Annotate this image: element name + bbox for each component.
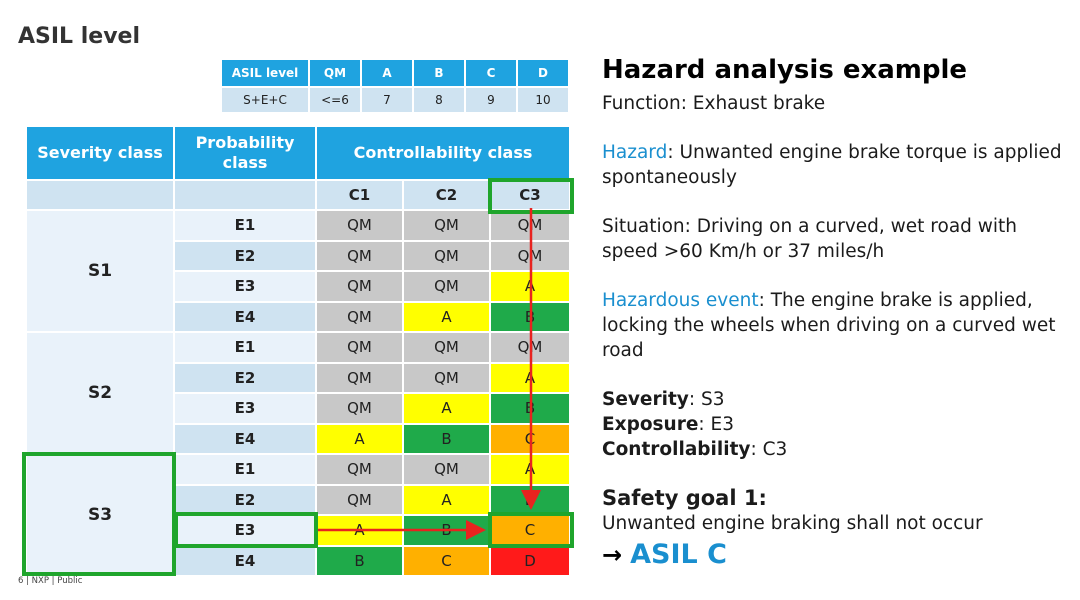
asil-header-cell: ASIL level — [222, 60, 310, 86]
asil-cell: A — [491, 270, 571, 301]
hazard-analysis-panel — [602, 55, 1072, 570]
asil-header-cell: A — [362, 60, 414, 86]
asil-cell: QM — [317, 392, 404, 423]
slide-title: ASIL level — [18, 24, 140, 49]
asil-cell: B — [491, 484, 571, 515]
asil-cell: QM — [317, 240, 404, 271]
hazardous-event-text — [602, 288, 1072, 363]
asil-cell: A — [317, 514, 404, 545]
asil-cell: QM — [317, 301, 404, 332]
asil-cell: C — [491, 514, 571, 545]
asil-value-cell: 8 — [414, 86, 466, 112]
severity-cell: S2 — [27, 331, 175, 453]
probability-cell: E3 — [175, 392, 317, 423]
safety-goal-text: Unwanted engine braking shall not occur — [602, 513, 983, 534]
asil-cell: B — [491, 301, 571, 332]
hazard-description: : Unwanted engine brake torque is applied spontaneously — [602, 142, 1062, 188]
asil-result-value: ASIL C — [630, 539, 727, 570]
asil-value-cell: 9 — [466, 86, 518, 112]
asil-header-row — [222, 60, 570, 86]
severity-line — [602, 387, 1072, 412]
risk-row — [27, 453, 571, 484]
safety-goal-label: Safety goal 1: — [602, 486, 767, 510]
asil-mapping-table — [222, 60, 570, 112]
control-col-header: C1 — [317, 179, 404, 209]
asil-value-cell: 7 — [362, 86, 414, 112]
asil-cell: QM — [317, 362, 404, 393]
asil-cell: QM — [404, 331, 491, 362]
probability-cell: E2 — [175, 484, 317, 515]
asil-cell: B — [317, 545, 404, 576]
asil-cell: A — [404, 301, 491, 332]
asil-header-cell: D — [518, 60, 570, 86]
asil-cell: QM — [404, 209, 491, 240]
right-arrow-icon: → — [602, 541, 623, 569]
risk-table-body — [27, 209, 571, 575]
severity-cell: S1 — [27, 209, 175, 331]
asil-cell: C — [491, 423, 571, 454]
probability-cell: E4 — [175, 301, 317, 332]
severity-cell: S3 — [27, 453, 175, 575]
footer: 6 | NXP | Public — [18, 576, 83, 586]
probability-cell: E1 — [175, 209, 317, 240]
risk-row — [27, 209, 571, 240]
asil-cell: QM — [317, 453, 404, 484]
asil-cell: B — [491, 392, 571, 423]
controllability-line — [602, 437, 1072, 462]
exposure-line — [602, 412, 1072, 437]
probability-cell: E1 — [175, 453, 317, 484]
controllability-subheader-row — [27, 179, 571, 209]
situation-text: Situation: Driving on a curved, wet road with speed >60 Km/h or 37 miles/h — [602, 216, 1018, 262]
exposure-label: Exposure — [602, 414, 699, 435]
asil-cell: QM — [491, 209, 571, 240]
controllability-value: : C3 — [750, 439, 788, 460]
asil-result — [602, 539, 1072, 570]
asil-cell: A — [317, 423, 404, 454]
blank-subheader-cell — [175, 179, 317, 209]
asil-cell: A — [491, 362, 571, 393]
asil-cell: QM — [404, 453, 491, 484]
asil-value-cell: <=6 — [310, 86, 362, 112]
hazardous-event-description: : The engine brake is applied, locking the wheels when driving on a curved wet road — [602, 290, 1056, 361]
hazard-label: Hazard — [602, 142, 668, 163]
risk-classification-table — [27, 127, 571, 575]
probability-cell: E3 — [175, 514, 317, 545]
asil-cell: QM — [404, 270, 491, 301]
exposure-value: : E3 — [698, 414, 734, 435]
asil-cell: QM — [317, 484, 404, 515]
severity-label: Severity — [602, 389, 689, 410]
probability-class-header: Probability class — [175, 127, 317, 179]
probability-cell: E4 — [175, 545, 317, 576]
panel-title: Hazard analysis example — [602, 55, 968, 85]
asil-value-row — [222, 86, 570, 112]
function-text: Function: Exhaust brake — [602, 93, 826, 114]
probability-cell: E1 — [175, 331, 317, 362]
asil-cell: QM — [404, 240, 491, 271]
probability-cell: E2 — [175, 240, 317, 271]
asil-cell: C — [404, 545, 491, 576]
asil-value-cell: S+E+C — [222, 86, 310, 112]
probability-cell: E4 — [175, 423, 317, 454]
asil-cell: QM — [317, 331, 404, 362]
asil-cell: QM — [317, 270, 404, 301]
asil-cell: B — [404, 514, 491, 545]
risk-row — [27, 331, 571, 362]
blank-subheader-cell — [27, 179, 175, 209]
hazardous-event-label: Hazardous event — [602, 290, 759, 311]
asil-cell: QM — [491, 240, 571, 271]
severity-class-header: Severity class — [27, 127, 175, 179]
asil-cell: QM — [491, 331, 571, 362]
control-col-header: C2 — [404, 179, 491, 209]
risk-header-row — [27, 127, 571, 179]
asil-cell: B — [404, 423, 491, 454]
probability-cell: E3 — [175, 270, 317, 301]
controllability-class-header: Controllability class — [317, 127, 571, 179]
asil-header-cell: QM — [310, 60, 362, 86]
asil-value-cell: 10 — [518, 86, 570, 112]
asil-cell: A — [404, 392, 491, 423]
asil-header-cell: B — [414, 60, 466, 86]
asil-cell: A — [404, 484, 491, 515]
control-col-header: C3 — [491, 179, 571, 209]
hazard-text — [602, 140, 1072, 190]
asil-cell: D — [491, 545, 571, 576]
asil-cell: QM — [317, 209, 404, 240]
severity-value: : S3 — [688, 389, 725, 410]
asil-cell: A — [491, 453, 571, 484]
asil-cell: QM — [404, 362, 491, 393]
asil-header-cell: C — [466, 60, 518, 86]
controllability-label: Controllability — [602, 439, 751, 460]
probability-cell: E2 — [175, 362, 317, 393]
